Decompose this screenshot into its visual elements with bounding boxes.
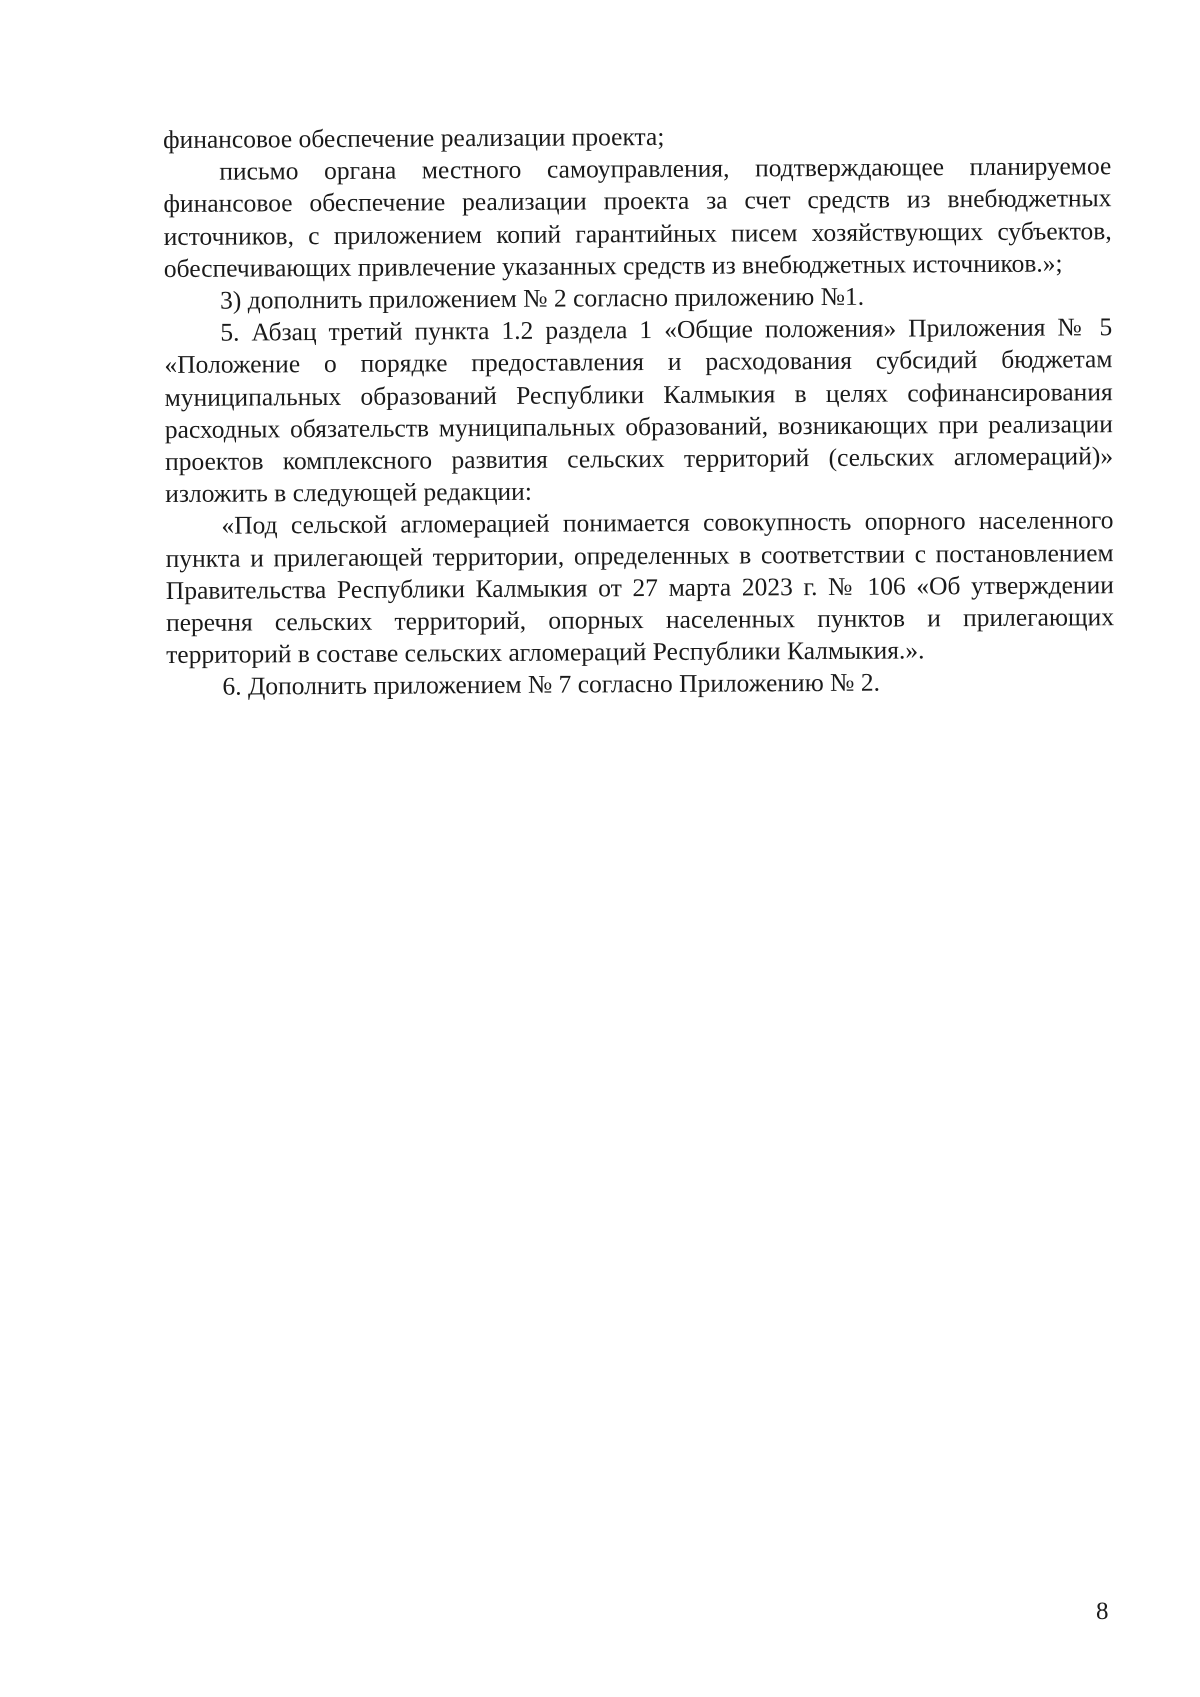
page-number: 8 bbox=[1096, 1598, 1109, 1625]
paragraph-local-government-letter: письмо органа местного самоуправления, подтверждающее планируемое финансовое обеспечение реализации проекта за счет средств из внебюджетных источников, с приложением копий гарантийных писем хозяйствующих субъектов, обеспечивающих привлечение указанных средств из внебюджетных источников.»; bbox=[163, 151, 1112, 283]
paragraph-item-6: 6. Дополнить приложением № 7 согласно Приложению № 2. bbox=[222, 668, 880, 702]
paragraph-item-5: 5. Абзац третий пункта 1.2 раздела 1 «Общие положения» Приложения № 5 «Положение о порядке предоставления и расходования субсидий бюджетам муниципальных образований Республики Калмыкия в целях софинансирования расходных обязательств муниципальных образований, возникающих при реализации проектов комплексного развития сельских территорий (сельских агломераций)» изложить в следующей редакции: bbox=[164, 312, 1114, 509]
paragraph-item-3: 3) дополнить приложением № 2 согласно приложению №1. bbox=[219, 281, 865, 315]
paragraph-funding-item: финансовое обеспечение реализации проекта; bbox=[163, 121, 665, 154]
document-body bbox=[163, 118, 1115, 703]
paragraph-agglomeration-definition: «Под сельской агломерацией понимается совокупность опорного населенного пункта и прилегающей территории, определенных в соответствии с постановлением Правительства Республики Калмыкия от 27 марта 2023 г. № 106 «Об утверждении перечня сельских территорий, опорных населенных пунктов и прилегающих территорий в составе сельских агломераций Республики Калмыкия.». bbox=[165, 505, 1115, 670]
